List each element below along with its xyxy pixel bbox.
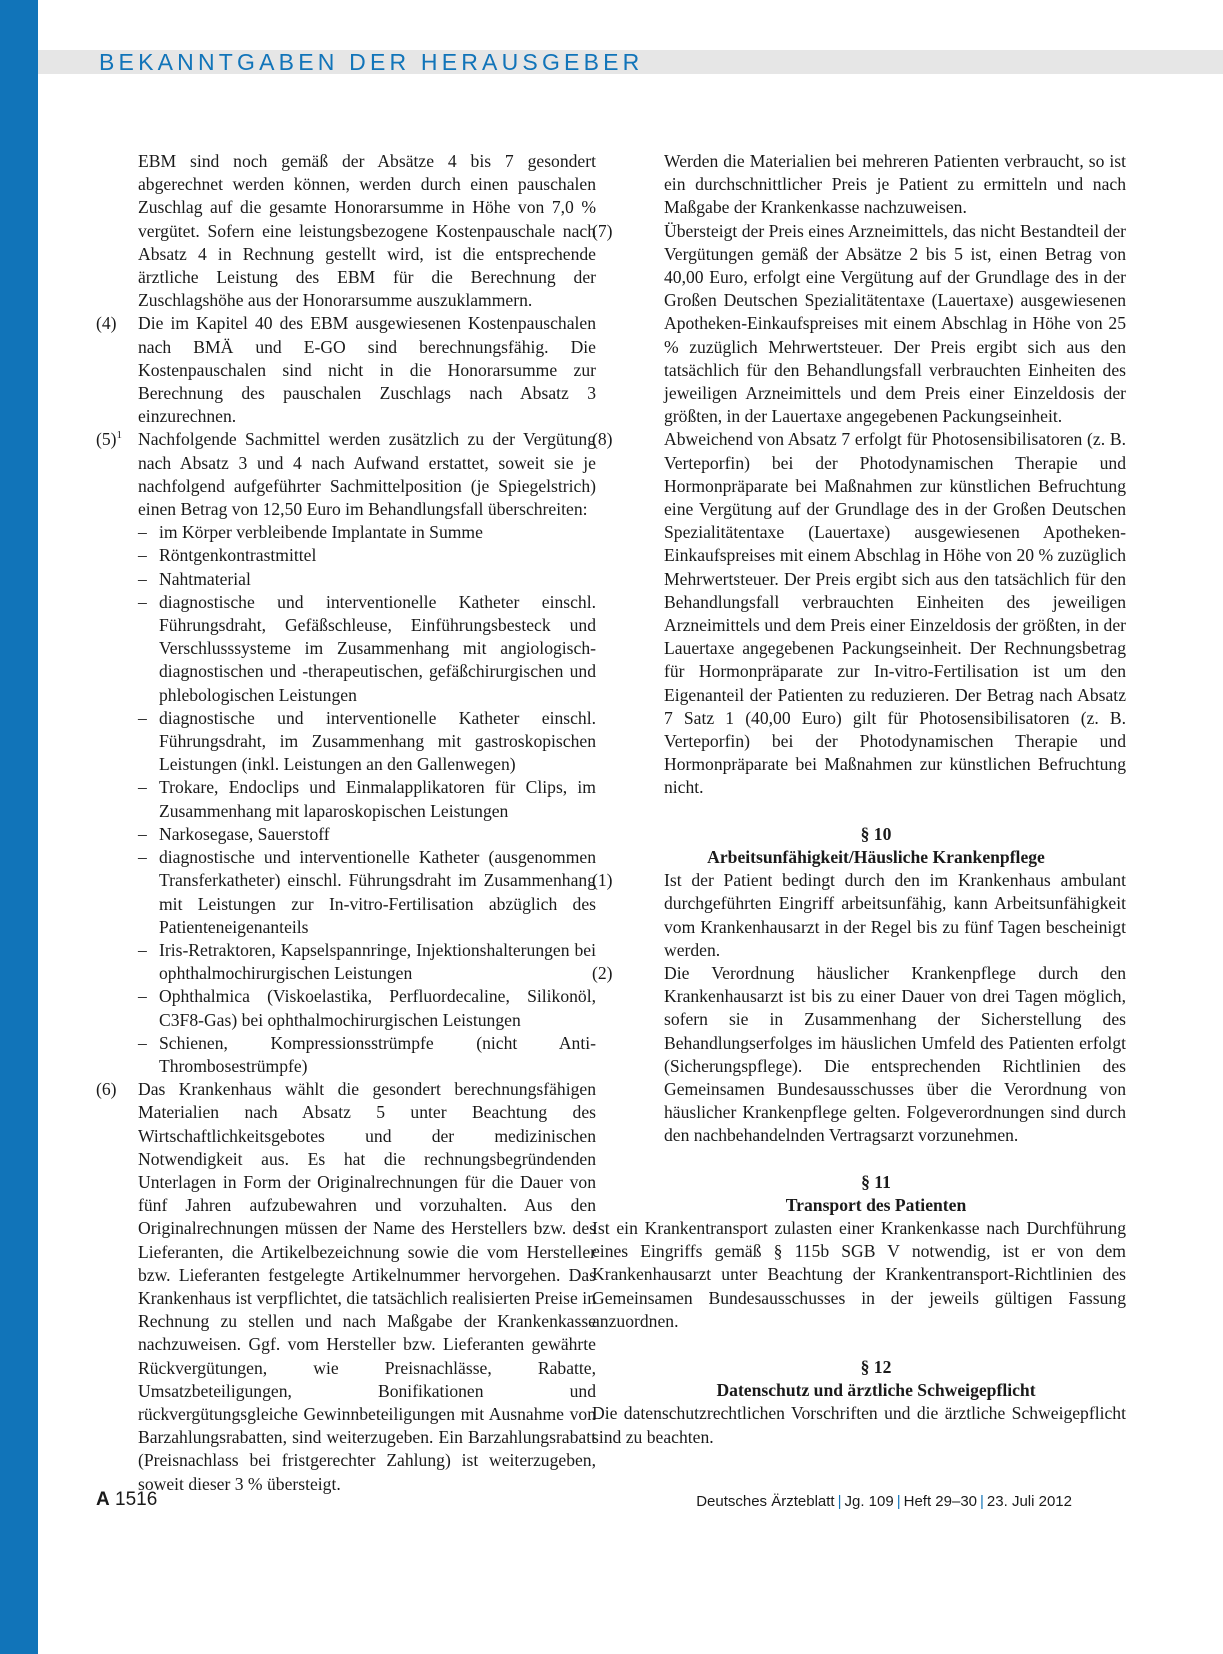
paragraph-text: Ist der Patient bedingt durch den im Krankenhaus ambulant durchgeführten Eingriff arbeitsunfähig, kann Arbeitsunfähigkeit vom Krankenhausarzt in der Regel bis zu fünf Tagen bescheinigt werden. bbox=[664, 870, 1126, 960]
paragraph-text: Die im Kapitel 40 des EBM ausgewiesenen Kostenpauschalen nach BMÄ und E-GO sind berechnungsfähig. Die Kostenpauschalen sind nicht in die Honorarsumme zur Berechnung des pauschalen Zuschlags nach Absatz 3 einzurechnen. bbox=[138, 313, 596, 427]
page-number-value: 1516 bbox=[115, 1489, 158, 1510]
section-10-title: Arbeitsunfähigkeit/Häusliche Krankenpflege bbox=[707, 846, 1045, 867]
journal-issue: Heft 29–30 bbox=[903, 1493, 978, 1510]
paragraph-number: (8) bbox=[592, 429, 613, 450]
section-12-text: Die datenschutzrechtlichen Vorschriften und die ärztliche Schweigepflicht sind zu beachten. bbox=[592, 1403, 1126, 1447]
journal-volume: Jg. 109 bbox=[844, 1493, 894, 1510]
footnote-marker: 1 bbox=[116, 429, 123, 442]
list-item: – diagnostische und interventionelle Katheter einschl. Führungsdraht, Gefäßschleuse, Einführungsbesteck und Verschlusssysteme im Zusammenhang mit angiologisch-diagnostischen und -therapeutischen, gefäßchirurgischen und phlebologischen Leistungen bbox=[138, 591, 596, 707]
paragraph-4 bbox=[96, 312, 596, 428]
section-10-paragraph-1 bbox=[592, 869, 1126, 962]
paragraph-number: (1) bbox=[592, 870, 613, 891]
list-item: – Nahtmaterial bbox=[138, 568, 596, 591]
section-11-number: § 11 bbox=[861, 1171, 891, 1192]
paragraph-number: (6) bbox=[96, 1079, 117, 1100]
separator: | bbox=[980, 1493, 984, 1510]
right-column bbox=[592, 150, 1126, 1449]
paragraph-6 bbox=[96, 1078, 596, 1496]
section-12-number: § 12 bbox=[860, 1356, 892, 1377]
separator: | bbox=[896, 1493, 901, 1510]
paragraph-text: Die Verordnung häuslicher Krankenpflege durch den Krankenhausarzt ist bis zu einer Dauer von drei Tagen möglich, sofern sie in Zusammenhang der Sicherstellung des Behandlungserfolges im häuslichen Umfeld des Patienten erfolgt (Sicherungspflege). Die entsprechenden Richtlinien des Gemeinsamen Bundesausschusses über die Verordnung von häuslicher Krankenpflege gelten. Folgeverordnungen sind durch den nachbehandelnden Vertragsarzt vorzunehmen. bbox=[664, 962, 1126, 1146]
sidebar-stripe bbox=[0, 0, 38, 1654]
paragraph-text: Abweichend von Absatz 7 erfolgt für Photosensibilisatoren (z. B. Verteporfin) bei der Photodynamischen Therapie und Hormonpräparate bei Maßnahmen zur künstlichen Befruchtung eine Vergütung auf der Grundlage des in der Großen Deutschen Spezialitätentaxe (Lauertaxe) ausgewiesenen Apotheken-Einkaufspreises mit einem Abschlag in Höhe von 20 % zuzüglich Mehrwertsteuer. Der Preis ergibt sich aus den tatsächlich für den Behandlungsfall verbrauchten Einheiten des jeweiligen Arzneimittels und dem Preis einer Einzeldosis der größten, in der Lauertaxe angegebenen Packungseinheit. Der Rechnungsbetrag für Hormonpräparate zur In-vitro-Fertilisation ist um den Eigenanteil der Patienten zu reduzieren. Der Betrag nach Absatz 7 Satz 1 (40,00 Euro) gilt für Photosensibilisatoren (z. B. Verteporfin) bei der Photodynamischen Therapie und Hormonpräparate bei Maßnahmen zur künstlichen Befruchtung nicht. bbox=[664, 429, 1126, 798]
journal-name: Deutsches Ärzteblatt bbox=[696, 1493, 835, 1510]
paragraph-intro-left: EBM sind noch gemäß der Absätze 4 bis 7 gesondert abgerechnet werden können, werden durch einen pauschalen Zuschlag auf die gesamte Honorarsumme in Höhe von 7,0 % vergütet. Sofern eine leistungsbezogene Kostenpauschale nach Absatz 4 in Rechnung gestellt wird, ist die entsprechende ärztliche Leistung des EBM für die Berechnung der Zuschlagshöhe aus der Honorarsumme auszuklammern. bbox=[138, 151, 596, 311]
list-item: – Ophthalmica (Viskoelastika, Perfluordecaline, Silikonöl, C3F8-Gas) bei ophthalmochirurgischen Leistungen bbox=[138, 985, 596, 1031]
list-item: – Narkosegase, Sauerstoff bbox=[138, 823, 596, 846]
list-item: – Trokare, Endoclips und Einmalapplikatoren für Clips, im Zusammenhang mit laparoskopischen Leistungen bbox=[138, 776, 596, 822]
list-item: – Iris-Retraktoren, Kapselspannringe, Injektionshalterungen bei ophthalmochirurgischen Leistungen bbox=[138, 939, 596, 985]
paragraph-number: (7) bbox=[592, 220, 613, 241]
paragraph-number: (2) bbox=[592, 962, 613, 983]
page-number bbox=[96, 1488, 157, 1512]
material-list bbox=[138, 521, 596, 1078]
list-item: – diagnostische und interventionelle Katheter einschl. Führungsdraht, im Zusammenhang mit gastroskopischen Leistungen (inkl. Leistungen an den Gallenwegen) bbox=[138, 707, 596, 777]
paragraph-text: Übersteigt der Preis eines Arzneimittels, das nicht Bestandteil der Vergütungen gemäß der Absätze 2 bis 5 ist, einen Betrag von 40,00 Euro, erfolgt eine Vergütung auf der Grundlage des in der Großen Deutschen Spezialitätentaxe (Lauertaxe) ausgewiesenen Apotheken-Einkaufspreises mit einem Abschlag in Höhe von 25 % zuzüglich Mehrwertsteuer. Der Preis ergibt sich aus den tatsächlich für den Behandlungsfall verbrauchten Einheiten des jeweiligen Arzneimittels und dem Preis einer Einzeldosis der größten, in der Lauertaxe angegebenen Packungseinheit. bbox=[664, 220, 1126, 427]
paragraph-intro-right: Werden die Materialien bei mehreren Patienten verbraucht, so ist ein durchschnittlicher Preis je Patient zu ermitteln und nach Maßgabe der Krankenkasse nachzuweisen. bbox=[664, 151, 1126, 218]
paragraph-number: $(5)^1$ bbox=[96, 429, 123, 450]
paragraph-text: Nachfolgende Sachmittel werden zusätzlich zu der Vergütung nach Absatz 3 und 4 nach Aufwand erstattet, soweit sie je nachfolgend aufgeführter Sachmittelposition (je Spiegelstrich) einen Betrag von 12,50 Euro im Behandlungsfall überschreiten: bbox=[138, 429, 596, 520]
paragraph-8 bbox=[592, 428, 1126, 799]
paragraph-7 bbox=[592, 220, 1126, 429]
paragraph-5 bbox=[96, 428, 596, 1078]
left-column bbox=[96, 150, 596, 1496]
list-item: – im Körper verbleibende Implantate in Summe bbox=[138, 521, 596, 544]
list-item: – diagnostische und interventionelle Katheter (ausgenommen Transferkatheter) einschl. Führungsdraht im Zusammenhang mit Leistungen zur In-vitro-Fertilisation abzüglich des Patienteneigenanteils bbox=[138, 846, 596, 939]
section-header-title: BEKANNTGABEN DER HERAUSGEBER bbox=[99, 49, 644, 75]
paragraph-text: Das Krankenhaus wählt die gesondert berechnungsfähigen Materialien nach Absatz 5 unter Beachtung des Wirtschaftlichkeitsgebotes und der medizinischen Notwendigkeit aus. Es hat die rechnungsbegründenden Unterlagen in Form der Originalrechnungen für die Dauer von fünf Jahren aufzubewahren und vorzuhalten. Aus den Originalrechnungen müssen der Name des Herstellers bzw. des Lieferanten, die Artikelbezeichnung sowie die vom Hersteller bzw. Lieferanten festgelegte Artikelnummer hervorgehen. Das Krankenhaus ist verpflichtet, die tatsächlich realisierten Preise in Rechnung zu stellen und nach Maßgabe der Krankenkasse nachzuweisen. Ggf. vom Hersteller bzw. Lieferanten gewährte Rückvergütungen, wie Preisnachlässe, Rabatte, Umsatzbeteiligungen, Bonifikationen und rückvergütungsgleiche Gewinnbeteiligungen mit Ausnahme von Barzahlungsrabatten, sind weiterzugeben. Ein Barzahlungsrabatt (Preisnachlass bei fristgerechter Zahlung) ist weiterzugeben, soweit dieser 3 % übersteigt. bbox=[138, 1079, 596, 1494]
section-11-title: Transport des Patienten bbox=[785, 1194, 967, 1215]
paragraph-number: (4) bbox=[96, 313, 117, 334]
separator: | bbox=[837, 1493, 842, 1510]
journal-citation bbox=[696, 1492, 1072, 1512]
journal-date: 23. Juli 2012 bbox=[986, 1493, 1072, 1510]
section-10-number: § 10 bbox=[860, 823, 892, 844]
section-11-text: Ist ein Krankentransport zulasten einer Krankenkasse nach Durchführung eines Eingriffs gemäß § 115b SGB V notwendig, ist er von dem Krankenhausarzt unter Beachtung der Krankentransport-Richtlinien des Gemeinsamen Bundesausschusses in der jeweils gültigen Fassung anzuordnen. bbox=[592, 1217, 1126, 1331]
list-item: – Röntgenkontrastmittel bbox=[138, 544, 596, 567]
list-item: – Schienen, Kompressionsstrümpfe (nicht Anti-Thrombosestrümpfe) bbox=[138, 1032, 596, 1078]
section-10-paragraph-2 bbox=[592, 962, 1126, 1148]
page-letter: A bbox=[96, 1489, 110, 1510]
section-12-title: Datenschutz und ärztliche Schweigepflicht bbox=[716, 1380, 1036, 1401]
